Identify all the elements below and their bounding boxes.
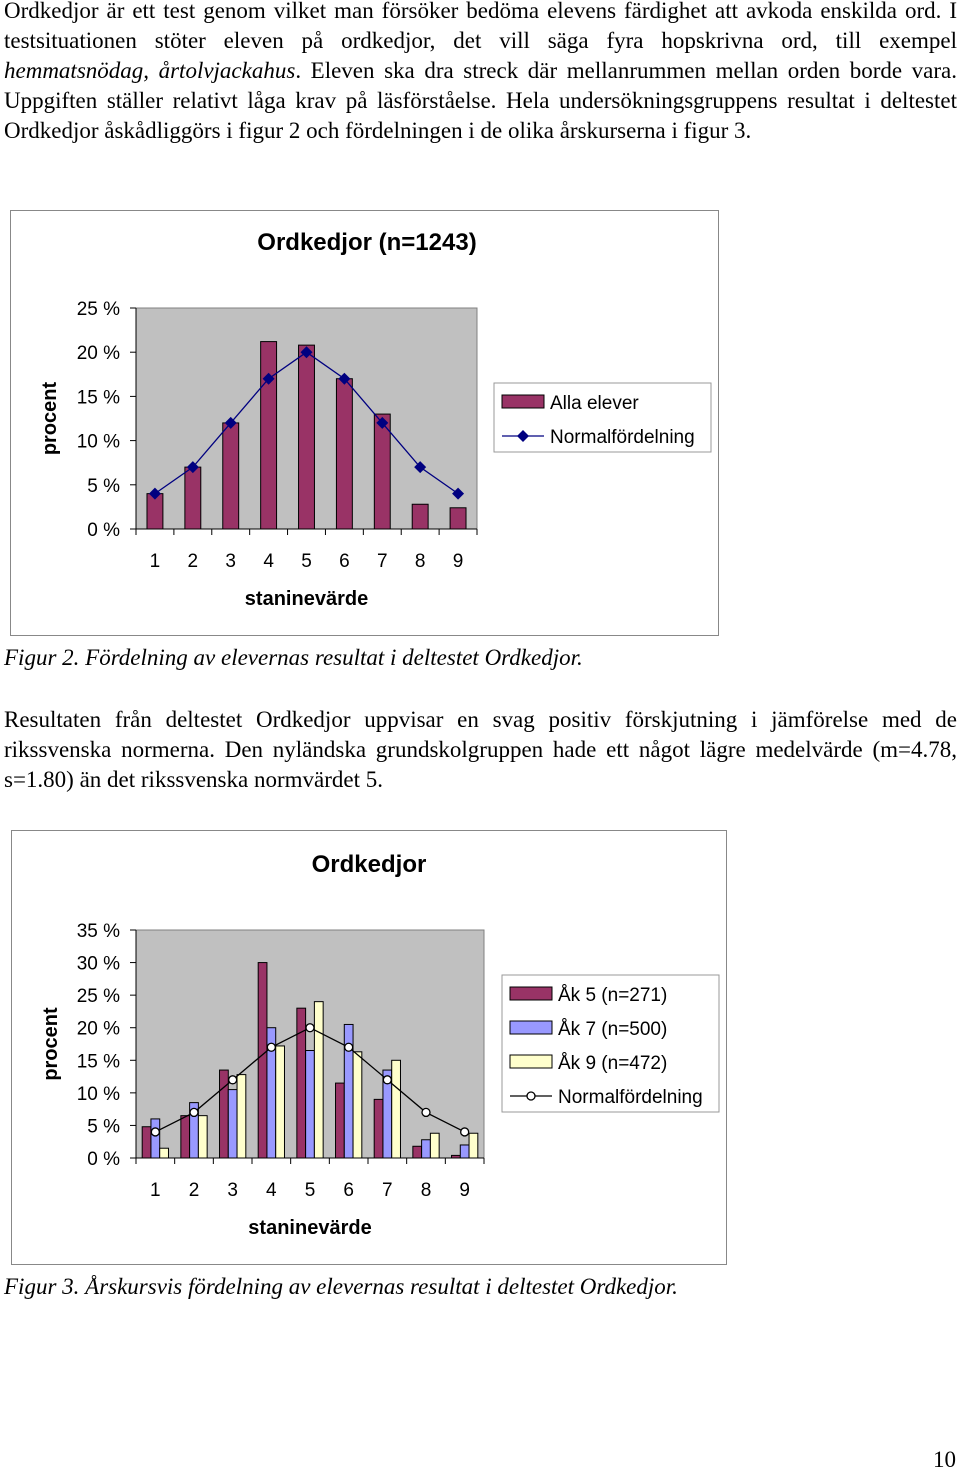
bar	[374, 414, 390, 529]
bar	[460, 1145, 469, 1158]
bar	[181, 1116, 190, 1158]
figure-2-caption-text: Fördelning av elevernas resultat i deltestet Ordkedjor.	[79, 645, 583, 670]
normal-curve-point	[383, 1076, 391, 1084]
legend-label: Alla elever	[550, 393, 639, 414]
page-number: 10	[933, 1447, 956, 1472]
intro-example: hemmatsnödag, årtolvjackahus	[4, 58, 296, 83]
bar	[336, 379, 352, 529]
bar	[469, 1133, 478, 1158]
figure-3-label: Figur 3.	[4, 1274, 80, 1299]
figure-3-chart	[11, 830, 727, 1265]
bar	[412, 504, 428, 529]
x-tick-label: 9	[452, 551, 464, 572]
legend-label: Normalfördelning	[558, 1087, 703, 1108]
y-tick-label: 20 %	[76, 343, 120, 365]
normal-curve-point	[190, 1108, 198, 1116]
x-tick-label: 7	[376, 551, 388, 572]
y-axis-label: procent	[40, 1007, 62, 1081]
figure-2-label: Figur 2.	[4, 645, 80, 670]
x-tick-label: 1	[150, 1180, 161, 1201]
y-tick-label: 5 %	[87, 475, 120, 497]
y-tick-label: 15 %	[76, 1051, 120, 1073]
y-tick-label: 25 %	[76, 986, 120, 1008]
bar	[261, 342, 277, 529]
normal-curve-point	[461, 1128, 469, 1136]
legend-swatch	[510, 987, 552, 1000]
bar	[299, 345, 315, 529]
x-tick-label: 2	[187, 551, 199, 572]
x-tick-label: 1	[149, 551, 161, 572]
normal-curve-point	[151, 1128, 159, 1136]
bar	[392, 1060, 401, 1158]
y-tick-label: 20 %	[76, 1018, 120, 1040]
x-tick-label: 9	[459, 1180, 470, 1201]
chart-title: Ordkedjor	[311, 851, 427, 878]
legend-swatch	[510, 1055, 552, 1068]
normal-curve-point	[229, 1076, 237, 1084]
figure-3-caption-text: Årskursvis fördelning av elevernas resultat i deltestet Ordkedjor.	[79, 1274, 678, 1299]
legend-label: Normalfördelning	[550, 427, 695, 448]
intro-text-1: Ordkedjor är ett test genom vilket man försöker bedöma elevens färdighet att avkoda enskilda ord. I testsituationen stöter eleven på ordkedjor, det vill säga fyra hopskrivna ord, till exempel	[4, 0, 957, 53]
bar	[374, 1099, 383, 1158]
bar	[314, 1002, 323, 1158]
bar	[422, 1140, 431, 1158]
figure-2-caption	[4, 645, 583, 671]
bar	[228, 1090, 237, 1158]
x-tick-label: 6	[343, 1180, 354, 1201]
legend-swatch	[502, 395, 544, 408]
bar	[336, 1083, 345, 1158]
bar	[142, 1127, 151, 1158]
bar	[306, 1051, 315, 1158]
chart-3-svg	[12, 831, 726, 1264]
normal-curve-point	[306, 1024, 314, 1032]
figure-3-caption	[4, 1274, 678, 1300]
bar	[353, 1052, 362, 1158]
y-tick-label: 5 %	[87, 1116, 120, 1138]
bar	[160, 1148, 169, 1158]
bar	[220, 1070, 229, 1158]
x-tick-label: 2	[188, 1180, 200, 1201]
y-tick-label: 0 %	[87, 1149, 120, 1170]
x-tick-label: 8	[420, 1180, 432, 1201]
legend-label: Åk 7 (n=500)	[558, 1019, 668, 1040]
bar	[276, 1046, 285, 1158]
bar	[198, 1116, 207, 1158]
normal-curve-point	[267, 1043, 275, 1051]
bar	[430, 1133, 439, 1158]
results-paragraph: Resultaten från deltestet Ordkedjor uppvisar en svag positiv förskjutning i jämförelse med de rikssvenska normerna. Den nyländska grundskolgruppen hade ett något lägre medelvärde (m=4.78, s=1.80) än det rikssvenska normvärdet 5.	[4, 707, 957, 792]
y-tick-label: 15 %	[76, 387, 120, 409]
x-tick-label: 4	[266, 1180, 277, 1201]
bar	[223, 423, 239, 529]
x-tick-label: 6	[339, 551, 350, 572]
legend-swatch	[510, 1021, 552, 1034]
bar	[151, 1119, 160, 1158]
y-tick-label: 30 %	[76, 953, 120, 975]
x-tick-label: 3	[225, 551, 237, 572]
y-tick-label: 35 %	[76, 921, 120, 942]
figure-2-chart	[10, 210, 719, 636]
x-tick-label: 4	[263, 551, 274, 572]
x-tick-label: 7	[382, 1180, 393, 1201]
y-tick-label: 25 %	[76, 299, 120, 320]
chart-title: Ordkedjor (n=1243)	[257, 229, 477, 256]
bar	[237, 1075, 246, 1158]
intro-text-2: . Eleven ska dra streck där mellanrummen mellan orden borde vara. Uppgiften ställer relativt låga krav på läsförståelse. Hela undersökningsgruppens resultat i deltestet Ordkedjor åskådliggörs i figur 2 och fördelningen i de olika årskurserna i figur 3.	[4, 58, 957, 143]
normal-curve-point	[422, 1108, 430, 1116]
legend-label: Åk 5 (n=271)	[558, 985, 668, 1006]
x-tick-label: 8	[414, 551, 426, 572]
x-tick-label: 5	[301, 551, 312, 572]
legend-label: Åk 9 (n=472)	[558, 1053, 668, 1074]
bar	[452, 1155, 461, 1158]
y-tick-label: 10 %	[76, 1083, 120, 1105]
bar	[185, 467, 201, 529]
x-axis-label: staninevärde	[248, 1217, 372, 1239]
bar	[413, 1146, 422, 1158]
y-tick-label: 10 %	[76, 431, 120, 453]
normal-curve-point	[345, 1043, 353, 1051]
x-tick-label: 5	[304, 1180, 316, 1201]
chart-2-svg	[11, 211, 718, 635]
x-tick-label: 3	[227, 1180, 238, 1201]
intro-paragraph	[4, 0, 957, 146]
bar	[258, 963, 267, 1158]
y-tick-label: 0 %	[87, 520, 120, 541]
x-axis-label: staninevärde	[244, 588, 369, 610]
bar	[450, 508, 466, 529]
y-axis-label: procent	[39, 381, 61, 456]
legend-marker	[527, 1092, 535, 1100]
